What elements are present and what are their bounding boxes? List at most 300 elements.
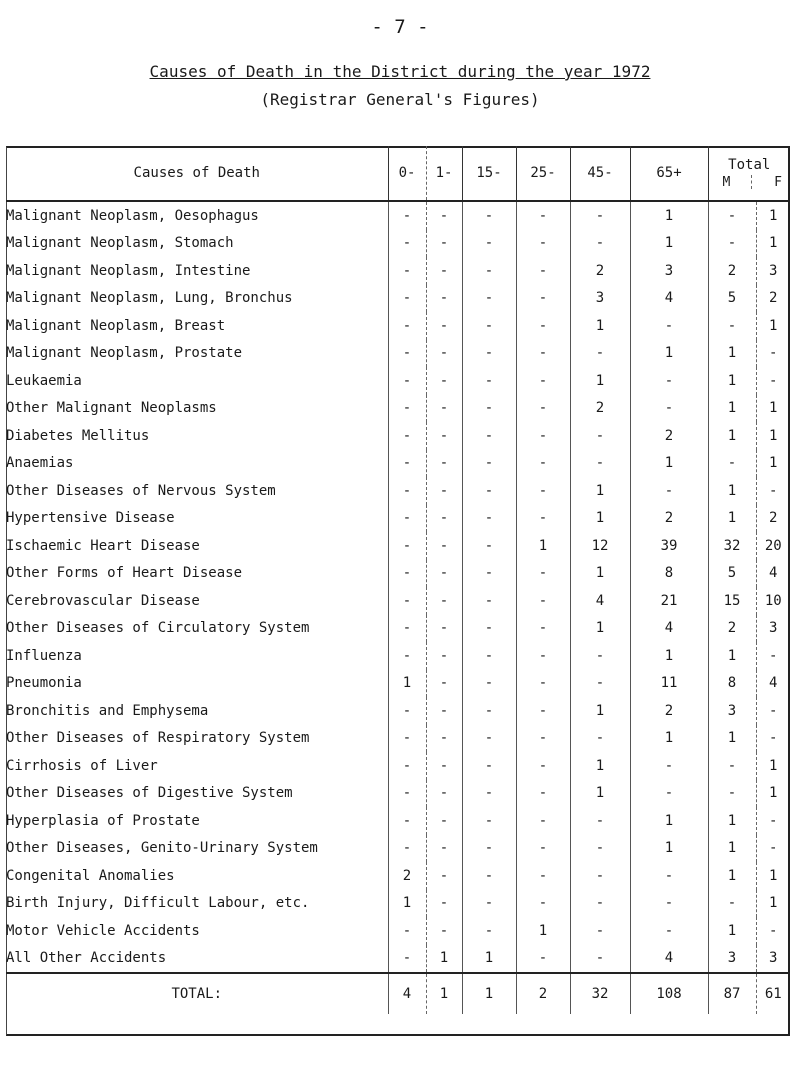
header-cause: Causes of Death — [133, 165, 260, 181]
count-cell: 1 — [516, 917, 570, 945]
count-cell: 3 — [756, 945, 790, 974]
count-cell: 1 — [570, 367, 630, 395]
count-cell: - — [462, 780, 516, 808]
count-cell: - — [426, 917, 462, 945]
count-cell: - — [516, 835, 570, 863]
count-cell: - — [462, 890, 516, 918]
count-cell: - — [426, 395, 462, 423]
count-cell: - — [708, 201, 756, 230]
count-cell: - — [516, 587, 570, 615]
count-cell: - — [756, 807, 790, 835]
count-cell: - — [756, 835, 790, 863]
total-cell: 2 — [516, 973, 570, 1014]
count-cell: 1 — [388, 670, 426, 698]
count-cell: - — [462, 725, 516, 753]
count-cell: - — [388, 807, 426, 835]
count-cell: - — [708, 450, 756, 478]
table-row — [6, 587, 790, 615]
count-cell: 1 — [756, 890, 790, 918]
cause-label: Other Diseases, Genito-Urinary System — [6, 840, 318, 857]
table-row — [6, 807, 790, 835]
count-cell: 8 — [708, 670, 756, 698]
table-row — [6, 670, 790, 698]
count-cell: 1 — [570, 780, 630, 808]
count-cell: - — [756, 697, 790, 725]
count-cell: 1 — [388, 890, 426, 918]
count-cell: - — [516, 505, 570, 533]
count-cell: 1 — [708, 917, 756, 945]
count-cell: 1 — [630, 201, 708, 230]
document-title: Causes of Death in the District during the year 1972 — [149, 62, 651, 81]
cause-label: Malignant Neoplasm, Prostate — [6, 345, 243, 362]
count-cell: - — [570, 862, 630, 890]
sex-divider — [751, 175, 753, 189]
count-cell: 1 — [756, 450, 790, 478]
count-cell: - — [462, 587, 516, 615]
cause-label: Other Diseases of Circulatory System — [6, 620, 310, 637]
table-row — [6, 505, 790, 533]
count-cell: - — [708, 312, 756, 340]
cause-label: Bronchitis and Emphysema — [6, 702, 209, 719]
cause-label: Malignant Neoplasm, Breast — [6, 317, 226, 334]
count-cell: - — [426, 450, 462, 478]
table-row — [6, 560, 790, 588]
cause-label: Ischaemic Heart Disease — [6, 537, 200, 554]
count-cell: - — [426, 560, 462, 588]
count-cell: - — [516, 285, 570, 313]
count-cell: - — [570, 642, 630, 670]
table-row — [6, 422, 790, 450]
count-cell: - — [630, 395, 708, 423]
count-cell: - — [630, 477, 708, 505]
count-cell: - — [516, 615, 570, 643]
count-cell: - — [388, 477, 426, 505]
count-cell: 5 — [708, 560, 756, 588]
count-cell: - — [388, 422, 426, 450]
count-cell: - — [516, 697, 570, 725]
count-cell: 8 — [630, 560, 708, 588]
count-cell: 39 — [630, 532, 708, 560]
count-cell: - — [516, 395, 570, 423]
count-cell: - — [630, 862, 708, 890]
table-row — [6, 780, 790, 808]
count-cell: - — [516, 201, 570, 230]
count-cell: 1 — [708, 395, 756, 423]
count-cell: 1 — [708, 835, 756, 863]
header-age-0: 0- — [388, 146, 426, 201]
count-cell: - — [388, 587, 426, 615]
count-cell: 1 — [630, 230, 708, 258]
count-cell: - — [516, 312, 570, 340]
count-cell: - — [426, 807, 462, 835]
count-cell: 1 — [708, 340, 756, 368]
count-cell: 1 — [708, 505, 756, 533]
count-cell: 1 — [570, 560, 630, 588]
cause-label: Other Diseases of Respiratory System — [6, 730, 310, 747]
cause-label: Congenital Anomalies — [6, 867, 175, 884]
count-cell: 3 — [630, 257, 708, 285]
cause-label: Other Diseases of Digestive System — [6, 785, 293, 802]
count-cell: - — [462, 201, 516, 230]
count-cell: 1 — [708, 422, 756, 450]
table-row — [6, 312, 790, 340]
count-cell: 1 — [630, 725, 708, 753]
cause-label: Hypertensive Disease — [6, 510, 175, 527]
count-cell: - — [426, 367, 462, 395]
count-cell: 15 — [708, 587, 756, 615]
count-cell: - — [462, 670, 516, 698]
count-cell: - — [388, 367, 426, 395]
cause-label: Other Diseases of Nervous System — [6, 482, 276, 499]
count-cell: 3 — [708, 697, 756, 725]
table-row — [6, 395, 790, 423]
count-cell: 2 — [756, 285, 790, 313]
count-cell: 1 — [570, 615, 630, 643]
count-cell: - — [426, 752, 462, 780]
header-age-45: 45- — [570, 146, 630, 201]
count-cell: 1 — [630, 450, 708, 478]
count-cell: 1 — [570, 312, 630, 340]
cause-label: Malignant Neoplasm, Oesophagus — [6, 207, 259, 224]
count-cell: - — [462, 230, 516, 258]
table-row — [6, 615, 790, 643]
count-cell: - — [462, 560, 516, 588]
header-sex-split — [709, 175, 791, 190]
count-cell: - — [462, 752, 516, 780]
count-cell: - — [388, 752, 426, 780]
count-cell: - — [516, 367, 570, 395]
count-cell: - — [426, 725, 462, 753]
count-cell: 4 — [756, 670, 790, 698]
count-cell: - — [570, 670, 630, 698]
count-cell: 1 — [708, 862, 756, 890]
cause-label: Pneumonia — [6, 675, 82, 692]
count-cell: - — [388, 340, 426, 368]
count-cell: 2 — [756, 505, 790, 533]
count-cell: 3 — [756, 257, 790, 285]
count-cell: - — [388, 835, 426, 863]
count-cell: - — [516, 230, 570, 258]
count-cell: - — [462, 862, 516, 890]
table-row — [6, 697, 790, 725]
count-cell: - — [570, 945, 630, 974]
count-cell: - — [756, 642, 790, 670]
cause-label: Hyperplasia of Prostate — [6, 812, 200, 829]
table-row — [6, 835, 790, 863]
count-cell: - — [426, 422, 462, 450]
count-cell: - — [426, 201, 462, 230]
count-cell: - — [570, 340, 630, 368]
count-cell: 1 — [756, 752, 790, 780]
count-cell: - — [462, 422, 516, 450]
count-cell: - — [426, 780, 462, 808]
count-cell: - — [426, 285, 462, 313]
count-cell: 1 — [756, 230, 790, 258]
header-age-1: 1- — [426, 146, 462, 201]
count-cell: - — [388, 780, 426, 808]
count-cell: - — [426, 477, 462, 505]
count-cell: - — [426, 615, 462, 643]
count-cell: - — [462, 395, 516, 423]
table-row — [6, 340, 790, 368]
cause-label: Motor Vehicle Accidents — [6, 922, 200, 939]
count-cell: - — [756, 367, 790, 395]
count-cell: - — [388, 532, 426, 560]
count-cell: 1 — [570, 752, 630, 780]
header-total-label: Total — [728, 156, 771, 173]
count-cell: - — [462, 532, 516, 560]
count-cell: - — [426, 697, 462, 725]
table-row — [6, 201, 790, 230]
table-row — [6, 450, 790, 478]
count-cell: - — [426, 835, 462, 863]
count-cell: 1 — [462, 945, 516, 974]
count-cell: - — [462, 807, 516, 835]
count-cell: - — [462, 615, 516, 643]
count-cell: 4 — [570, 587, 630, 615]
table-row — [6, 890, 790, 918]
count-cell: 1 — [756, 862, 790, 890]
cause-label: Cirrhosis of Liver — [6, 757, 158, 774]
count-cell: - — [516, 340, 570, 368]
count-cell: - — [388, 560, 426, 588]
count-cell: - — [570, 201, 630, 230]
cause-label: Malignant Neoplasm, Intestine — [6, 262, 251, 279]
cause-label: All Other Accidents — [6, 950, 167, 967]
count-cell: - — [462, 312, 516, 340]
total-label: TOTAL: — [6, 973, 388, 1014]
page-number: - 7 - — [371, 16, 429, 38]
count-cell: 3 — [708, 945, 756, 974]
total-cell: 61 — [756, 973, 790, 1014]
count-cell: 1 — [756, 312, 790, 340]
cause-label: Malignant Neoplasm, Lung, Bronchus — [6, 290, 293, 307]
count-cell: - — [462, 505, 516, 533]
count-cell: - — [516, 477, 570, 505]
count-cell: - — [426, 230, 462, 258]
count-cell: - — [570, 230, 630, 258]
count-cell: - — [388, 505, 426, 533]
count-cell: - — [570, 725, 630, 753]
count-cell: 1 — [630, 807, 708, 835]
count-cell: 1 — [756, 780, 790, 808]
count-cell: - — [516, 945, 570, 974]
count-cell: - — [388, 615, 426, 643]
count-cell: 10 — [756, 587, 790, 615]
count-cell: - — [388, 312, 426, 340]
count-cell: - — [516, 862, 570, 890]
count-cell: - — [708, 780, 756, 808]
count-cell: - — [516, 560, 570, 588]
count-cell: - — [756, 917, 790, 945]
count-cell: 4 — [630, 285, 708, 313]
count-cell: - — [570, 807, 630, 835]
count-cell: - — [388, 725, 426, 753]
count-cell: - — [630, 917, 708, 945]
count-cell: - — [630, 890, 708, 918]
count-cell: - — [388, 201, 426, 230]
table-body — [6, 201, 790, 1014]
table-row — [6, 917, 790, 945]
count-cell: 1 — [756, 422, 790, 450]
count-cell: - — [462, 477, 516, 505]
count-cell: 2 — [570, 395, 630, 423]
total-row — [6, 973, 790, 1014]
count-cell: - — [708, 752, 756, 780]
count-cell: - — [516, 422, 570, 450]
count-cell: 4 — [630, 615, 708, 643]
count-cell: - — [426, 312, 462, 340]
header-age-25: 25- — [516, 146, 570, 201]
count-cell: - — [388, 395, 426, 423]
count-cell: - — [570, 917, 630, 945]
count-cell: - — [462, 697, 516, 725]
table-row — [6, 752, 790, 780]
count-cell: - — [426, 890, 462, 918]
count-cell: 1 — [756, 201, 790, 230]
causes-of-death-table — [6, 146, 790, 1014]
count-cell: - — [630, 780, 708, 808]
count-cell: - — [426, 642, 462, 670]
table-row — [6, 862, 790, 890]
header-row — [6, 146, 790, 201]
count-cell: - — [708, 890, 756, 918]
count-cell: - — [388, 257, 426, 285]
count-cell: 4 — [630, 945, 708, 974]
count-cell: - — [570, 450, 630, 478]
count-cell: - — [570, 890, 630, 918]
document-subtitle: (Registrar General's Figures) — [260, 90, 540, 109]
count-cell: - — [462, 285, 516, 313]
header-male: M — [722, 174, 731, 190]
count-cell: - — [388, 697, 426, 725]
count-cell: 21 — [630, 587, 708, 615]
count-cell: 2 — [388, 862, 426, 890]
count-cell: - — [516, 670, 570, 698]
total-cell: 4 — [388, 973, 426, 1014]
count-cell: 1 — [708, 807, 756, 835]
table-row — [6, 285, 790, 313]
count-cell: 2 — [630, 422, 708, 450]
count-cell: - — [630, 752, 708, 780]
count-cell: 1 — [708, 367, 756, 395]
total-cell: 32 — [570, 973, 630, 1014]
count-cell: 1 — [708, 725, 756, 753]
count-cell: - — [756, 477, 790, 505]
table-row — [6, 725, 790, 753]
count-cell: 1 — [630, 835, 708, 863]
header-total — [708, 146, 790, 201]
count-cell: 11 — [630, 670, 708, 698]
count-cell: - — [388, 450, 426, 478]
cause-label: Malignant Neoplasm, Stomach — [6, 235, 234, 252]
count-cell: - — [516, 450, 570, 478]
count-cell: - — [462, 642, 516, 670]
count-cell: - — [462, 450, 516, 478]
total-cell: 1 — [462, 973, 516, 1014]
count-cell: 1 — [426, 945, 462, 974]
count-cell: 1 — [570, 477, 630, 505]
count-cell: - — [388, 642, 426, 670]
count-cell: - — [516, 642, 570, 670]
count-cell: - — [388, 285, 426, 313]
count-cell: - — [756, 725, 790, 753]
cause-label: Cerebrovascular Disease — [6, 592, 200, 609]
count-cell: - — [426, 862, 462, 890]
count-cell: 1 — [630, 340, 708, 368]
count-cell: 5 — [708, 285, 756, 313]
count-cell: - — [756, 340, 790, 368]
table-row — [6, 367, 790, 395]
cause-label: Birth Injury, Difficult Labour, etc. — [6, 895, 310, 912]
header-age-65: 65+ — [630, 146, 708, 201]
cause-label: Diabetes Mellitus — [6, 427, 150, 444]
count-cell: - — [570, 835, 630, 863]
count-cell: 3 — [570, 285, 630, 313]
count-cell: - — [708, 230, 756, 258]
count-cell: - — [388, 230, 426, 258]
count-cell: 1 — [756, 395, 790, 423]
count-cell: 2 — [708, 615, 756, 643]
count-cell: 32 — [708, 532, 756, 560]
count-cell: - — [516, 807, 570, 835]
count-cell: - — [462, 340, 516, 368]
count-cell: - — [462, 257, 516, 285]
count-cell: - — [516, 780, 570, 808]
total-cell: 87 — [708, 973, 756, 1014]
count-cell: - — [426, 670, 462, 698]
count-cell: 4 — [756, 560, 790, 588]
table-row — [6, 945, 790, 974]
table-row — [6, 257, 790, 285]
count-cell: - — [426, 257, 462, 285]
table-row — [6, 642, 790, 670]
table-row — [6, 230, 790, 258]
table-row — [6, 532, 790, 560]
count-cell: - — [516, 257, 570, 285]
count-cell: - — [630, 367, 708, 395]
count-cell: - — [516, 725, 570, 753]
count-cell: - — [462, 917, 516, 945]
count-cell: - — [462, 835, 516, 863]
count-cell: - — [462, 367, 516, 395]
count-cell: 2 — [630, 505, 708, 533]
count-cell: - — [516, 890, 570, 918]
count-cell: - — [388, 945, 426, 974]
total-cell: 1 — [426, 973, 462, 1014]
cause-label: Anaemias — [6, 455, 74, 472]
count-cell: 12 — [570, 532, 630, 560]
count-cell: 2 — [570, 257, 630, 285]
count-cell: - — [426, 532, 462, 560]
count-cell: - — [630, 312, 708, 340]
total-cell: 108 — [630, 973, 708, 1014]
count-cell: 1 — [570, 697, 630, 725]
cause-label: Influenza — [6, 647, 82, 664]
count-cell: - — [570, 422, 630, 450]
cause-label: Other Forms of Heart Disease — [6, 565, 243, 582]
count-cell: 20 — [756, 532, 790, 560]
cause-label: Leukaemia — [6, 372, 82, 389]
count-cell: 1 — [516, 532, 570, 560]
count-cell: 1 — [630, 642, 708, 670]
header-female: F — [774, 174, 782, 190]
count-cell: 2 — [630, 697, 708, 725]
count-cell: 1 — [570, 505, 630, 533]
cause-label: Other Malignant Neoplasms — [6, 400, 217, 417]
header-age-15: 15- — [462, 146, 516, 201]
count-cell: 1 — [708, 477, 756, 505]
